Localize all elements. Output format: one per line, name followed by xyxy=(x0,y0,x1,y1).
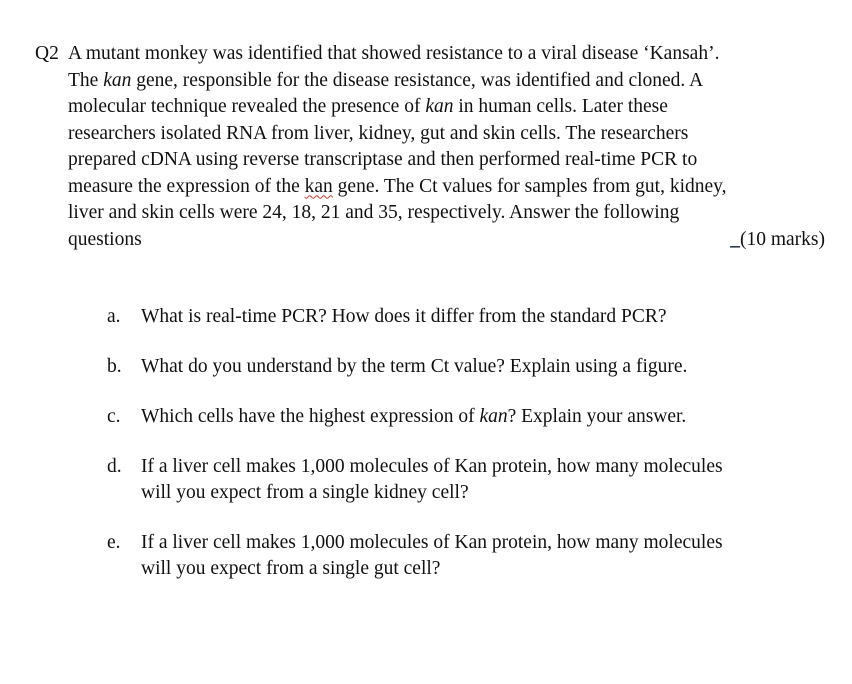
subquestion-text-before: Which cells have the highest expression of xyxy=(141,406,475,427)
question-line-6 xyxy=(35,174,825,201)
question-text-line-6b: gene. The Ct values for samples from gut, kidney, xyxy=(337,175,727,197)
question-number: Q2 xyxy=(35,43,59,64)
subquestion-text: What do you understand by the term Ct value? Explain using a figure. xyxy=(141,356,688,377)
question-text-line-3b: in human cells. Later these xyxy=(458,96,668,117)
subquestion-label: b. xyxy=(107,356,122,377)
kan-gene-italic-2: kan xyxy=(425,96,454,117)
subquestion-text-after: ? Explain your answer. xyxy=(507,406,687,427)
subquestion-c xyxy=(107,404,827,430)
subquestion-label: a. xyxy=(107,306,121,327)
question-line-8 xyxy=(35,227,825,254)
subquestion-label: c. xyxy=(107,406,121,427)
question-block xyxy=(35,41,825,253)
subquestion-a xyxy=(107,304,827,330)
subquestion-text xyxy=(141,404,686,430)
marks-label xyxy=(730,227,825,254)
question-line-4 xyxy=(35,121,825,148)
subquestion-b xyxy=(107,354,827,380)
question-line-3 xyxy=(35,94,825,121)
kan-gene-italic-3: kan xyxy=(479,406,508,427)
subquestion-text-line-1: If a liver cell makes 1,000 molecules of Kan protein, how many molecules xyxy=(141,532,723,553)
subquestion-text-line-1: If a liver cell makes 1,000 molecules of Kan protein, how many molecules xyxy=(141,456,723,477)
question-text-line-8: questions xyxy=(68,228,142,250)
subquestion-text xyxy=(141,530,723,582)
question-line-2 xyxy=(35,68,825,95)
subquestion-label: e. xyxy=(107,532,121,553)
marks-underscore: _ xyxy=(730,228,740,250)
question-text-line-6a: measure the expression of the xyxy=(68,175,300,197)
question-text-line-5: prepared cDNA using reverse transcriptase and then performed real-time PCR to xyxy=(68,149,698,170)
question-line-7 xyxy=(35,200,825,227)
question-line-5 xyxy=(35,147,825,174)
question-text-the: The xyxy=(68,69,99,91)
kan-gene-italic: kan xyxy=(103,69,132,91)
subquestion-text-line-2: will you expect from a single gut cell? xyxy=(141,558,441,579)
subquestion-d xyxy=(107,454,827,506)
subquestion-e xyxy=(107,530,827,582)
subquestion-text: What is real-time PCR? How does it differ from the standard PCR? xyxy=(141,306,667,327)
question-line-1 xyxy=(35,41,825,68)
question-text-line-7: liver and skin cells were 24, 18, 21 and 35, respectively. Answer the following xyxy=(68,202,680,223)
question-text-line-4: researchers isolated RNA from liver, kidney, gut and skin cells. The researchers xyxy=(68,122,689,144)
kan-spellcheck-word[interactable]: kan xyxy=(304,175,333,197)
subquestion-list xyxy=(107,304,827,582)
marks-text: (10 marks) xyxy=(739,228,825,250)
question-text-line-3a: molecular technique revealed the presence of xyxy=(68,96,421,117)
subquestion-text-line-2: will you expect from a single kidney cell? xyxy=(141,482,469,503)
question-text-line-1: A mutant monkey was identified that showed resistance to a viral disease ‘Kansah’. xyxy=(68,43,720,64)
subquestion-text xyxy=(141,454,723,506)
subquestion-label: d. xyxy=(107,456,122,477)
question-text-line-2: gene, responsible for the disease resistance, was identified and cloned. A xyxy=(136,69,704,91)
